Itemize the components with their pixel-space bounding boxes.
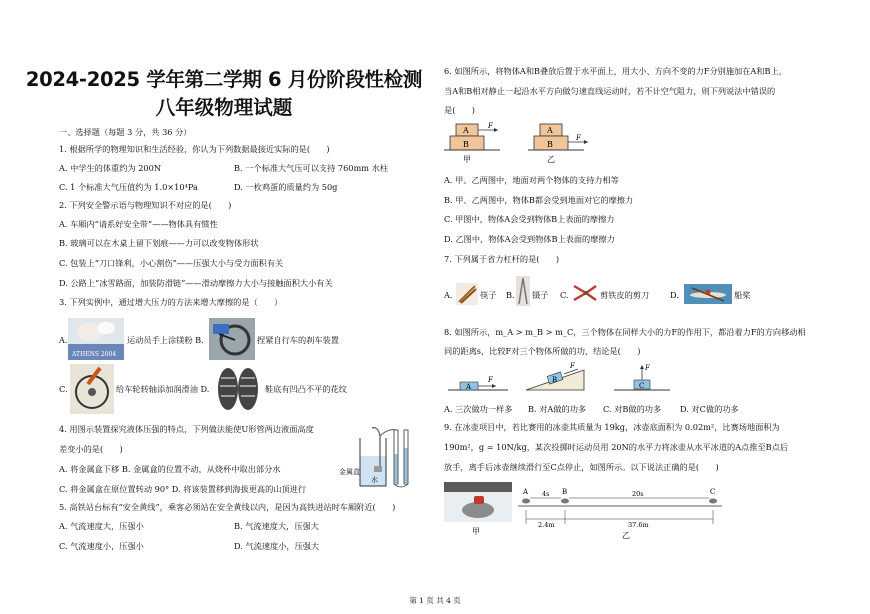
block-c-lifted	[614, 364, 670, 390]
q5-option-b: B. 气流速度大，压强大	[234, 521, 319, 531]
svg-text:A: A	[463, 126, 469, 135]
q7-option-b: 镊子	[532, 290, 549, 300]
q6-stem-line1: 6. 如图所示，将物体A和B叠放后置于水平面上，用大小、方向不变的力F分别施加在A和B上，	[444, 66, 787, 76]
q7-option-c: 剪铁皮的剪刀	[600, 290, 650, 300]
q2-option-d: D. 公路上“冰雪路面，加装防滑链”——滑动摩擦力大小与接触面积大小有关	[59, 278, 333, 288]
svg-text:F: F	[576, 134, 581, 142]
q7-option-b-label: B.	[506, 290, 515, 300]
q7-option-d-label: D.	[670, 290, 679, 300]
svg-text:A: A	[523, 488, 529, 496]
q3-option-a-label: A.	[59, 335, 68, 345]
figure-yi	[528, 124, 588, 164]
q9-stem-line2: 190m²，g = 10N/kg，某次投掷时运动员用 20N的水平力将冰壶从水平冰道的A点推至B点后	[444, 442, 789, 452]
curling-track-diagram	[514, 484, 724, 540]
svg-text:A: A	[547, 126, 553, 135]
tin-snips-photo	[572, 282, 598, 304]
svg-text:B: B	[562, 488, 568, 496]
svg-text:4s: 4s	[542, 490, 550, 498]
svg-text:F: F	[488, 376, 493, 384]
q5-stem: 5. 高铁站台标有“安全黄线”，乘客必须站在安全黄线以内，是因为高铁进站时车厢附近( )	[59, 502, 396, 512]
shoe-sole-photo	[213, 366, 263, 412]
q6-option-c: C. 甲图中，物体A会受到物体B上表面的摩擦力	[444, 214, 615, 224]
svg-text:B: B	[547, 140, 553, 149]
pressure-gauge-figure	[338, 424, 418, 492]
svg-text:20s: 20s	[632, 490, 644, 498]
q3-option-d: 鞋底有凹凸不平的花纹	[265, 384, 347, 394]
stacked-blocks-figure	[444, 120, 604, 168]
q7-option-c-label: C.	[560, 290, 569, 300]
label-yi: 乙	[622, 531, 630, 540]
q2-stem: 2. 下列安全警示语与物理知识不对应的是( )	[59, 200, 232, 210]
svg-text:C: C	[710, 488, 716, 496]
q7-option-a-label: A.	[444, 290, 453, 300]
q8-option-d: D. 对C做的功多	[680, 404, 739, 414]
q7-option-a: 筷子	[480, 290, 497, 300]
q3-option-b: 捏紧自行车的刹车装置	[257, 335, 339, 345]
svg-text:F: F	[645, 364, 650, 372]
q5-option-a: A. 气流速度大，压强小	[59, 521, 144, 531]
fig-label-water: 水	[371, 476, 378, 484]
q8-stem-line1: 8. 如图所示，m_A > m_B > m_C，三个物体在同样大小的力F的作用下，都沿着力F的方向移动相	[444, 327, 806, 337]
block-a-flat	[448, 376, 508, 391]
q6-stem-line3: 是( )	[444, 105, 475, 115]
q4-stem-line2: 差变小的是( )	[59, 444, 123, 454]
q4-stem-line1: 4. 用图示装置探究液体压强的特点，下列做法能使U形管两边液面高度	[59, 424, 314, 434]
q1-option-a: A. 中学生的体重约为 200N	[59, 163, 162, 173]
three-blocks-figure	[444, 362, 674, 394]
q1-option-b: B. 一个标准大气压可以支持 760mm 水柱	[234, 163, 389, 173]
svg-text:F: F	[570, 362, 575, 370]
q7-option-d: 船桨	[734, 290, 751, 300]
svg-text:2.4m: 2.4m	[538, 521, 555, 529]
svg-text:A: A	[466, 383, 472, 391]
q6-option-d: D. 乙图中，物体A会受到物体B上表面的摩擦力	[444, 234, 615, 244]
q8-stem-line2: 同的距离s，比较F对三个物体所做的功，结论是( )	[444, 346, 641, 356]
wheel-oil-photo	[70, 364, 114, 414]
q6-option-a: A. 甲、乙两图中，地面对两个物体的支持力相等	[444, 175, 619, 185]
q6-stem-line2: 当A和B相对静止一起沿水平方向做匀速直线运动时，若不计空气阻力，则下列说法中错误的	[444, 86, 776, 96]
section-heading: 一、选择题（每题 3 分，共 36 分）	[59, 127, 192, 137]
q3-option-c: 给车轮转轴添加润滑油 D.	[116, 384, 210, 394]
q3-stem: 3. 下列实例中，通过增大压力的方法来增大摩擦的是（ ）	[59, 297, 283, 307]
q2-option-b: B. 玻璃可以在木桌上留下划痕——力可以改变物体形状	[59, 238, 259, 248]
q8-option-c: C. 对B做的功多	[603, 404, 662, 414]
bike-brake-photo	[209, 318, 255, 360]
label-jia: 甲	[472, 527, 480, 536]
chopsticks-photo	[456, 283, 478, 305]
q4-option-cd: C. 将金属盒在原位置转动 90° D. 将该装置移到海拔更高的山顶进行	[59, 484, 307, 494]
q1-option-c: C. 1 个标准大气压值约为 1.0×10⁴Pa	[59, 182, 198, 192]
q4-option-ab: A. 将金属盒下移 B. 金属盒的位置不动，从烧杯中取出部分水	[59, 464, 281, 474]
q9-stem-line1: 9. 在冰壶项目中，若比赛用的冰壶其质量为 19kg，冰壶底面积为 0.02m²，比赛场地面积为	[444, 422, 780, 432]
q2-option-a: A. 车厢内“请系好安全带”——物体具有惯性	[59, 219, 218, 229]
q9-stem-line3: 放手，离手后冰壶继续滑行至C点停止，如图所示。以下说法正确的是( )	[444, 462, 719, 472]
q1-option-d: D. 一枚鸡蛋的质量约为 50g	[234, 182, 338, 192]
svg-text:37.6m: 37.6m	[628, 521, 649, 529]
svg-text:F: F	[488, 122, 493, 130]
magnesium-powder-photo	[68, 318, 124, 360]
svg-text:C: C	[639, 382, 645, 390]
q1-stem: 1. 根据所学的物理知识和生活经验，你认为下列数据最接近实际的是( )	[59, 144, 330, 154]
q5-option-c: C. 气流速度小，压强小	[59, 541, 144, 551]
tweezers-photo	[516, 276, 530, 306]
figure-jia	[444, 122, 500, 164]
q7-stem: 7. 下列属于省力杠杆的是( )	[444, 254, 560, 264]
curling-photo	[444, 482, 512, 538]
q3-option-c-label: C.	[59, 384, 68, 394]
exam-subtitle: 八年级物理试题	[155, 96, 293, 119]
q8-option-a: A. 三次做功一样多	[444, 404, 513, 414]
label-jia: 甲	[463, 155, 471, 164]
q8-option-b: B. 对A做的功多	[528, 404, 587, 414]
label-yi: 乙	[547, 155, 555, 164]
q3-option-a: 运动员手上涂镁粉 B.	[127, 335, 204, 345]
q5-option-d: D. 气流速度小，压强大	[234, 541, 320, 551]
athens-logo-text: ATHENS 2004	[72, 351, 117, 358]
page-footer: 第 1 页 共 4 页	[409, 596, 461, 605]
oar-boat-photo	[684, 284, 732, 304]
q2-option-c: C. 包装上“刀口锋利，小心割伤”——压强大小与受力面积有关	[59, 258, 284, 268]
q6-option-b: B. 甲、乙两图中，物体B都会受到地面对它的摩擦力	[444, 195, 634, 205]
block-b-incline	[526, 362, 584, 390]
exam-title: 2024-2025 学年第二学期 6 月份阶段性检测	[25, 68, 423, 91]
svg-text:B: B	[552, 376, 558, 384]
fig-label-metal-box: 金属盒	[339, 468, 360, 476]
svg-text:B: B	[463, 140, 469, 149]
